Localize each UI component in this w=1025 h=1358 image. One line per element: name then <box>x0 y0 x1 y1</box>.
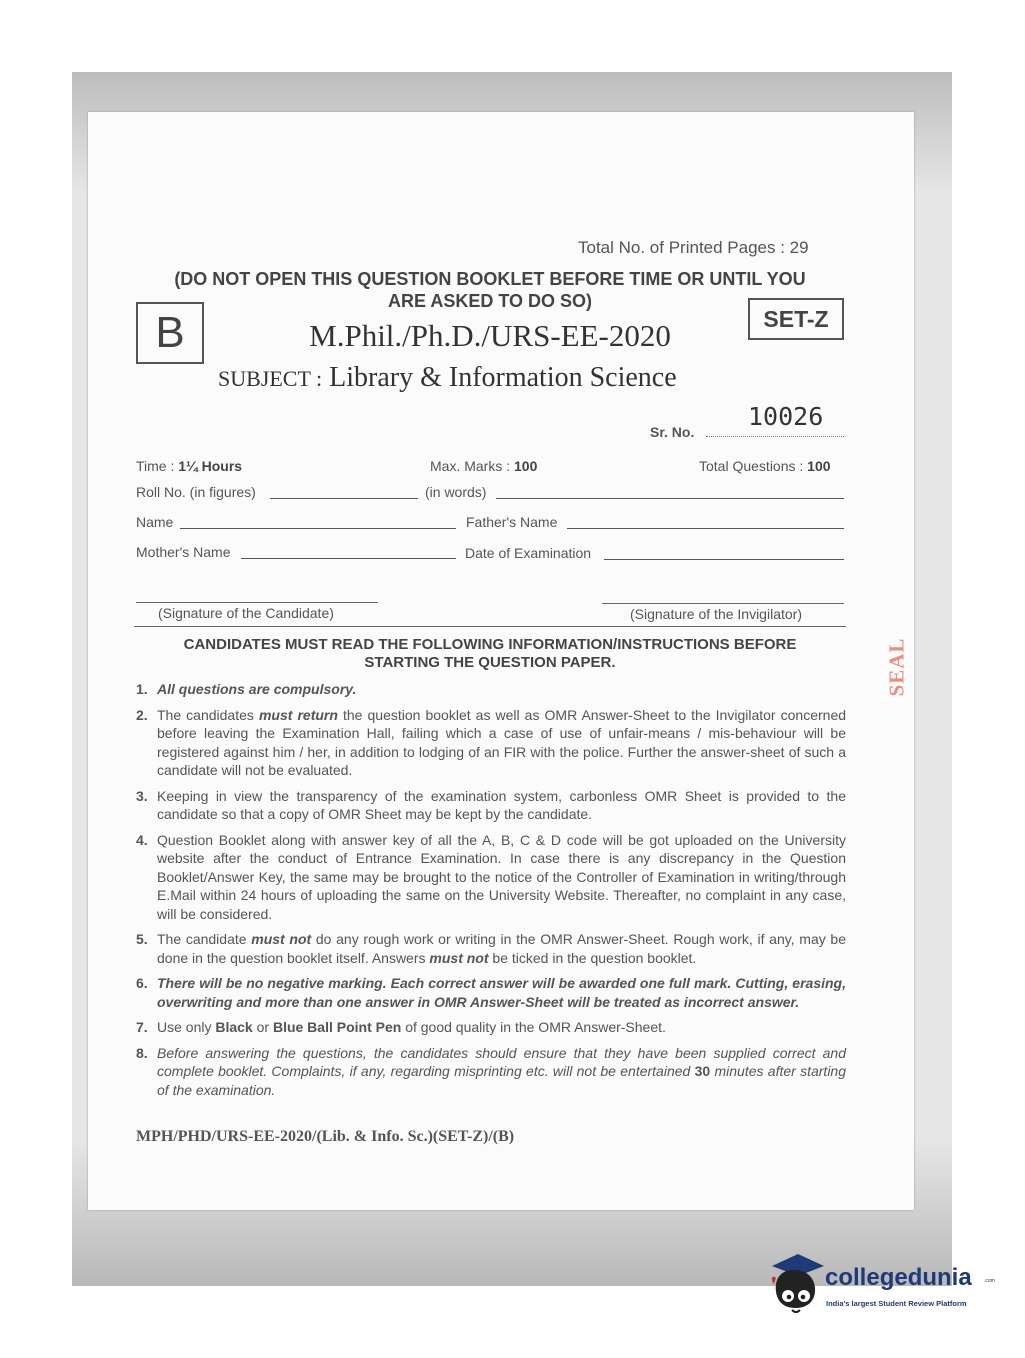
roll-words-field[interactable] <box>496 498 844 499</box>
do-not-open-notice: (DO NOT OPEN THIS QUESTION BOOKLET BEFORE TIME OR UNTIL YOU ARE ASKED TO DO SO) <box>174 269 806 311</box>
seal-stamp <box>882 624 912 710</box>
candidate-signature-label: (Signature of the Candidate) <box>158 605 334 621</box>
instruction-item-7: 7. Use only Black or Blue Ball Point Pen of good quality in the OMR Answer-Sheet. <box>136 1019 666 1035</box>
time-info: Time : 1¼ Hours <box>136 458 243 474</box>
instruction-item-6: 6. There will be no negative marking. Each correct answer will be awarded one full mark. Cutting, erasing, overwriting and more than one answer in OMR Answer-Sheet will be treated as incorrect answer. <box>136 975 846 1010</box>
serial-number-line <box>706 436 844 437</box>
invigilator-signature-line[interactable] <box>602 603 844 604</box>
seal-text: SEAL <box>884 637 909 697</box>
instructions-heading: CANDIDATES MUST READ THE FOLLOWING INFORMATION/INSTRUCTIONS BEFORE STARTING THE QUESTION PAPER. <box>183 636 797 671</box>
exam-date-field[interactable] <box>604 559 844 560</box>
instruction-item-2: 2. The candidates must return the question booklet as well as OMR Answer-Sheet to the Invigilator concerned before leaving the Examination Hall, failing which a case of use of unfair-means / mis-behaviour will be registered against him / her, in addition to lodging of an FIR with the police. Further the answer-sheet of such a candidate will not be evaluated. <box>136 706 847 778</box>
instruction-item-3: 3. Keeping in view the transparency of the examination system, carbonless OMR Sheet is provided to the candidate so that a copy of OMR Sheet may be kept by the candidate. <box>136 787 846 822</box>
paper-code-footer: MPH/PHD/URS-EE-2020/(Lib. & Info. Sc.)(SET-Z)/(B) <box>136 1128 515 1145</box>
total-questions-info: Total Questions : 100 <box>699 458 831 474</box>
subject-label: SUBJECT : <box>218 366 323 391</box>
max-marks-info: Max. Marks : 100 <box>430 458 538 474</box>
roll-words-label: (in words) <box>425 484 487 500</box>
instruction-item-8: 8. Before answering the questions, the candidates should ensure that they have been supplied correct and complete booklet. Complaints, if any, regarding misprinting etc. will not be entertained 30 minutes after starting of the examination. <box>136 1044 847 1098</box>
invigilator-signature-label: (Signature of the Invigilator) <box>630 606 802 622</box>
subject-line <box>218 362 677 394</box>
father-name-field[interactable] <box>567 528 844 529</box>
subject-value: Library & Information Science <box>329 362 677 393</box>
exam-title: M.Phil./Ph.D./URS-EE-2020 <box>309 318 671 353</box>
booklet-code-box: B <box>136 302 204 364</box>
serial-number-label: Sr. No. <box>650 424 695 440</box>
father-name-label: Father's Name <box>466 514 558 530</box>
serial-number-value: 10026 <box>748 402 824 431</box>
instruction-item-1: 1. All questions are compulsory. <box>136 681 357 697</box>
printed-pages: Total No. of Printed Pages : 29 <box>578 238 809 257</box>
candidate-signature-line[interactable] <box>136 602 378 603</box>
collegedunia-logo: collegedunia .com India's largest Student Review Platform <box>768 1252 992 1322</box>
name-label: Name <box>136 514 174 530</box>
mother-name-label: Mother's Name <box>136 544 231 560</box>
mascot-icon <box>768 1252 824 1322</box>
section-divider <box>134 626 846 627</box>
roll-figures-label: Roll No. (in figures) <box>136 484 256 500</box>
exam-date-label: Date of Examination <box>465 545 592 561</box>
instructions-list <box>136 680 846 1106</box>
instruction-item-5: 5. The candidate must not do any rough work or writing in the OMR Answer-Sheet. Rough work, if any, may be done in the question booklet itself. Answers must not be ticked in the question booklet. <box>136 931 846 966</box>
mother-name-field[interactable] <box>241 558 456 559</box>
name-field[interactable] <box>180 528 456 529</box>
instruction-item-4: 4. Question Booklet along with answer key of all the A, B, C & D code will be got uploaded on the University website after the conduct of Entrance Examination. In case there is any discrepancy in the Question Booklet/Answer Key, the same may be brought to the notice of the Controller of Examination in writing/through E.Mail within 24 hours of uploading the same on the University Website. Thereafter, no complaint in any case, will be considered. <box>136 831 846 922</box>
roll-figures-field[interactable] <box>270 498 418 499</box>
set-box: SET-Z <box>748 298 844 340</box>
